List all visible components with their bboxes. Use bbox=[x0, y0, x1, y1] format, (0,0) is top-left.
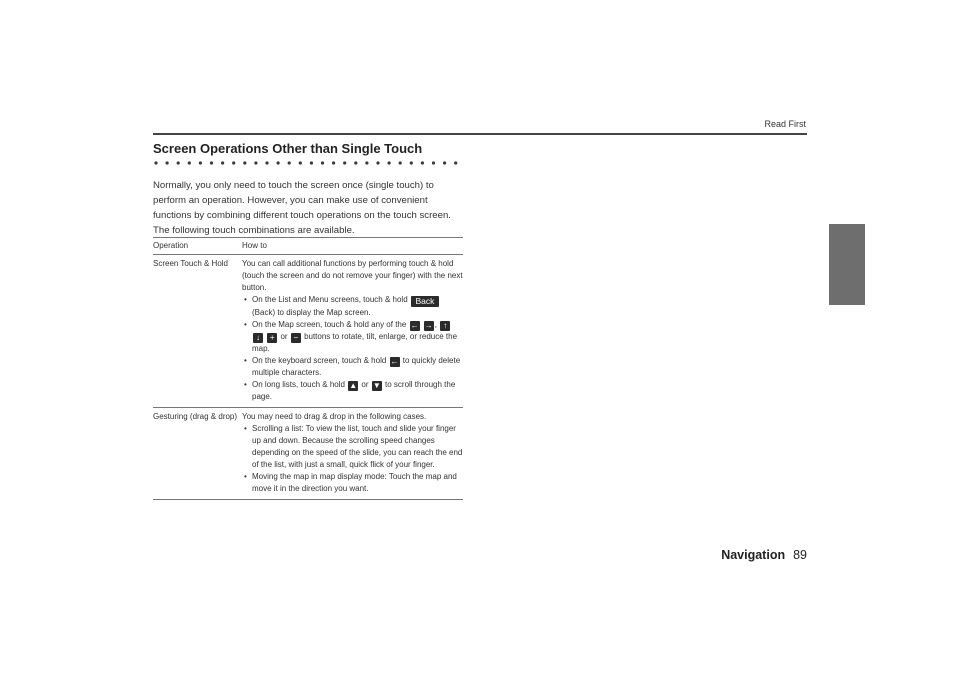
footer-section: Navigation bbox=[721, 548, 786, 562]
divider-dot bbox=[188, 161, 191, 164]
divider-dot bbox=[310, 161, 313, 164]
divider-dot bbox=[221, 161, 224, 164]
divider-dot bbox=[410, 161, 413, 164]
divider-dot bbox=[399, 161, 402, 164]
list-item bbox=[242, 294, 463, 319]
divider-dot bbox=[166, 161, 169, 164]
intro-paragraph: Normally, you only need to touch the screen once (single touch) to perform an operation. However, you can make use of convenient functions by combining different touch operations on the touch screen. The following touch combinations are available. bbox=[153, 180, 451, 236]
divider-dot bbox=[177, 161, 180, 164]
dotted-divider bbox=[153, 160, 459, 166]
divider-dot bbox=[432, 161, 435, 164]
list-item bbox=[242, 355, 463, 379]
bullet-text: , bbox=[434, 320, 438, 329]
divider-dot bbox=[421, 161, 424, 164]
arrow-down-icon: ↓ bbox=[253, 333, 263, 343]
arrow-right-icon: → bbox=[424, 321, 433, 330]
divider-dot bbox=[354, 161, 357, 164]
column-header-howto: How to bbox=[242, 238, 463, 255]
howto-lead: You can call additional functions by performing touch & hold (touch the screen and do not remove your finger) with the next button. bbox=[242, 259, 463, 292]
divider-dot bbox=[288, 161, 291, 164]
table-header-row bbox=[153, 238, 463, 255]
divider-dot bbox=[232, 161, 235, 164]
bullet-text: On the List and Menu screens, touch & hold bbox=[252, 295, 408, 304]
divider-dot bbox=[443, 161, 446, 164]
divider-dot bbox=[376, 161, 379, 164]
operation-cell: Screen Touch & Hold bbox=[153, 255, 242, 408]
bullet-text: On the Map screen, touch & hold any of the bbox=[252, 320, 407, 329]
divider-dot bbox=[388, 161, 391, 164]
delete-icon: ← bbox=[390, 357, 399, 366]
howto-lead: You may need to drag & drop in the following cases. bbox=[242, 412, 427, 421]
back-button-icon: Back bbox=[411, 296, 439, 307]
scroll-up-icon: ▲ bbox=[349, 381, 358, 390]
plus-icon: + bbox=[267, 333, 277, 343]
divider-dot bbox=[332, 161, 335, 164]
minus-icon: − bbox=[291, 333, 301, 343]
divider-dot bbox=[277, 161, 280, 164]
divider-dot bbox=[243, 161, 246, 164]
touch-operations-table bbox=[153, 237, 463, 500]
divider-dot bbox=[299, 161, 302, 164]
table-row bbox=[153, 408, 463, 500]
list-item: • Scrolling a list: To view the list, touch and slide your finger up and down. Because the scrolling speed changes depending on the speed of the slide, you can reach the end of the list, with just a small, quick flick of your finger. bbox=[242, 423, 463, 471]
section-title: Screen Operations Other than Single Touch bbox=[153, 141, 423, 156]
column-header-operation: Operation bbox=[153, 238, 242, 255]
divider-dot bbox=[454, 161, 457, 164]
bullet-text: buttons to rotate, tilt, enlarge, or reduce the map. bbox=[252, 332, 458, 353]
header-rule bbox=[153, 133, 807, 135]
list-item bbox=[242, 319, 463, 355]
howto-cell bbox=[242, 255, 463, 408]
divider-dot bbox=[254, 161, 257, 164]
operation-cell: Gesturing (drag & drop) bbox=[153, 408, 242, 500]
divider-dot bbox=[343, 161, 346, 164]
table-row bbox=[153, 255, 463, 408]
bullet-text: or bbox=[280, 332, 288, 341]
arrow-left-icon: ← bbox=[410, 321, 419, 330]
bullet-text: to quickly delete multiple characters. bbox=[252, 356, 461, 377]
divider-dot bbox=[210, 161, 213, 164]
divider-dot bbox=[154, 161, 157, 164]
divider-dot bbox=[365, 161, 368, 164]
arrow-up-icon: ↑ bbox=[440, 321, 450, 331]
list-item bbox=[242, 379, 463, 403]
running-header: Read First bbox=[764, 119, 806, 129]
howto-list bbox=[242, 294, 463, 403]
howto-cell bbox=[242, 408, 463, 500]
bullet-text: or bbox=[361, 380, 369, 389]
chapter-tab bbox=[829, 224, 865, 305]
divider-dot bbox=[321, 161, 324, 164]
page-number: 89 bbox=[793, 548, 807, 562]
divider-dot bbox=[199, 161, 202, 164]
bullet-text: On the keyboard screen, touch & hold bbox=[252, 356, 387, 365]
list-item: • Moving the map in map display mode: Touch the map and move it in the direction you want. bbox=[242, 471, 463, 495]
bullet-text: On long lists, touch & hold bbox=[252, 380, 345, 389]
bullet-text: (Back) to display the Map screen. bbox=[252, 308, 371, 317]
divider-dot bbox=[265, 161, 268, 164]
page-footer bbox=[721, 548, 807, 562]
bullet-text: to scroll through the page. bbox=[252, 380, 456, 401]
scroll-down-icon: ▼ bbox=[372, 381, 381, 390]
howto-list bbox=[242, 423, 463, 495]
